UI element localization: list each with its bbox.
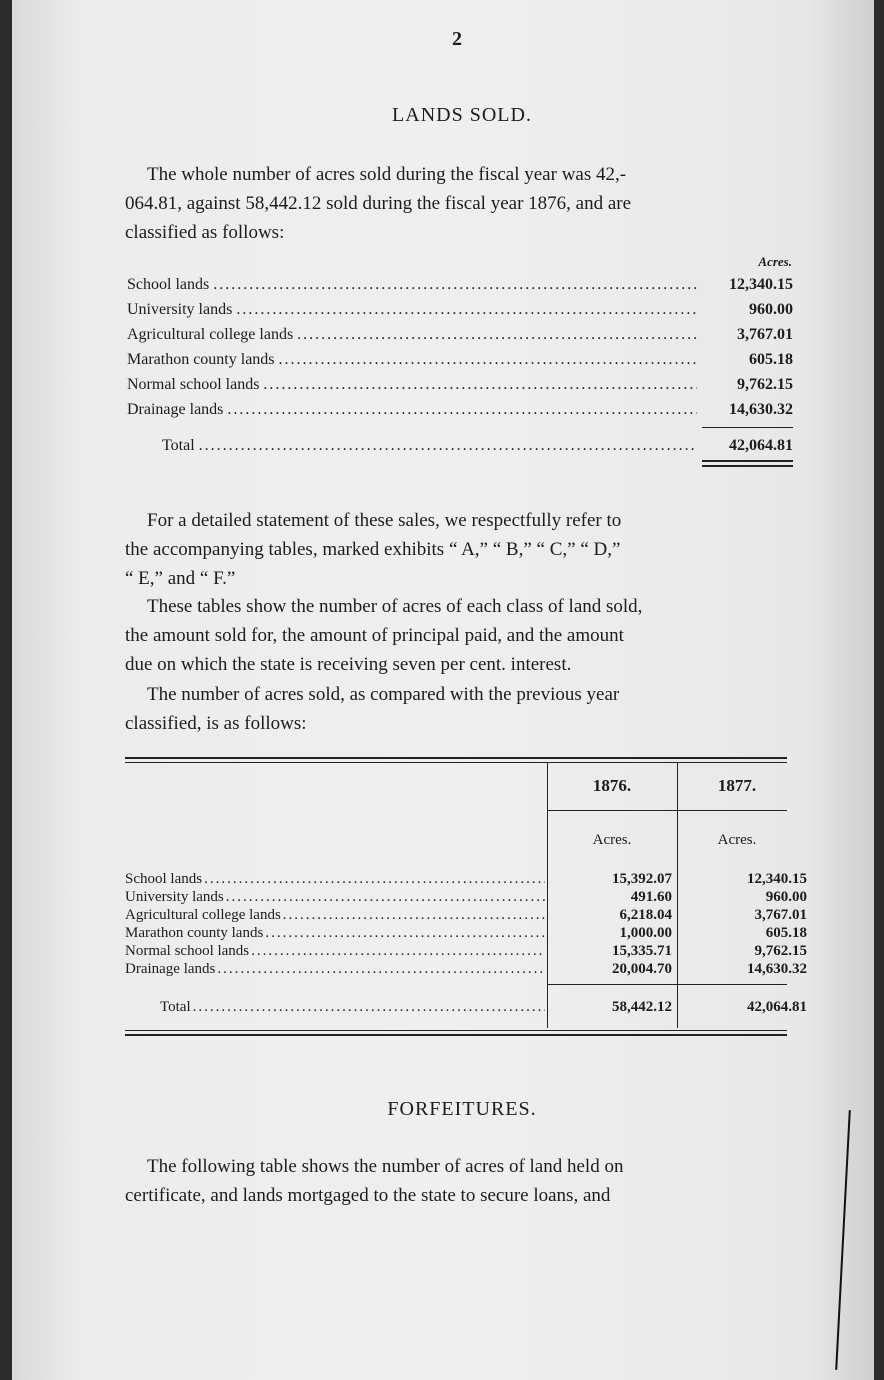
section-title-forfeitures: FORFEITURES.	[387, 1098, 537, 1120]
row-label: University lands	[125, 889, 224, 905]
table-bottom-rule	[125, 1034, 787, 1036]
land-label: School lands	[127, 276, 210, 293]
page-number: 2	[452, 28, 462, 50]
value-1876: 15,392.07	[612, 871, 672, 887]
leader-dots	[193, 998, 545, 1016]
paragraph-line: classified as follows:	[125, 222, 285, 243]
land-row	[127, 276, 793, 300]
document-page	[12, 0, 874, 1380]
total-1877: 42,064.81	[747, 999, 807, 1015]
land-total-row	[162, 437, 793, 461]
land-label: Normal school lands	[127, 376, 260, 393]
paragraph-line: due on which the state is receiving seven per cent. interest.	[125, 654, 572, 675]
value-1876: 491.60	[630, 889, 672, 905]
comparison-paragraph	[125, 680, 793, 738]
leader-dots	[227, 401, 697, 419]
land-row	[127, 376, 793, 400]
total-1876: 58,442.12	[612, 999, 672, 1015]
land-value: 605.18	[749, 351, 793, 368]
paragraph-line: certificate, and lands mortgaged to the state to secure loans, and	[125, 1185, 611, 1206]
row-label: Agricultural college lands	[125, 907, 281, 923]
margin-pencil-mark	[835, 1110, 851, 1370]
total-rule	[548, 984, 787, 985]
value-1876: 6,218.04	[619, 907, 672, 923]
land-row	[127, 401, 793, 425]
column-header-1877: 1877.	[717, 776, 757, 795]
value-1877: 12,340.15	[747, 871, 807, 887]
paragraph-line: the amount sold for, the amount of principal paid, and the amount	[125, 625, 624, 646]
leader-dots	[204, 870, 545, 888]
leader-dots	[217, 960, 545, 978]
leader-dots	[213, 276, 697, 294]
leader-dots	[283, 906, 545, 924]
value-1877: 3,767.01	[754, 907, 807, 923]
leader-dots	[199, 437, 697, 455]
row-label: Drainage lands	[125, 961, 216, 977]
table-top-rule	[125, 757, 787, 759]
land-label: Drainage lands	[127, 401, 224, 418]
land-label: Agricultural college lands	[127, 326, 294, 343]
value-1877: 9,762.15	[754, 943, 807, 959]
row-label: School lands	[125, 871, 203, 887]
land-label: Marathon county lands	[127, 351, 275, 368]
table-top-rule	[125, 762, 787, 763]
land-label: University lands	[127, 301, 233, 318]
land-value: 9,762.15	[737, 376, 793, 393]
leader-dots	[251, 942, 545, 960]
paragraph-line: classified, is as follows:	[125, 713, 307, 734]
value-1877: 605.18	[765, 925, 807, 941]
paragraph-line: The number of acres sold, as compared with the previous year	[147, 684, 620, 705]
paragraph-line: The following table shows the number of acres of land held on	[147, 1156, 624, 1177]
forfeitures-paragraph	[125, 1152, 793, 1210]
land-row	[127, 301, 793, 325]
paragraph-line: These tables show the number of acres of each class of land sold,	[147, 596, 643, 617]
land-value: 3,767.01	[737, 326, 793, 343]
column-divider	[547, 763, 548, 1028]
total-label: Total	[162, 437, 195, 454]
leader-dots	[279, 351, 697, 369]
unit-label-1876: Acres.	[592, 832, 632, 848]
paragraph-line: For a detailed statement of these sales, we respectfully refer to	[147, 510, 622, 531]
double-rule	[702, 460, 793, 462]
total-value: 42,064.81	[729, 437, 793, 454]
double-rule	[702, 465, 793, 467]
land-value: 12,340.15	[729, 276, 793, 293]
land-row	[127, 351, 793, 375]
value-1877: 14,630.32	[747, 961, 807, 977]
unit-label-1877: Acres.	[717, 832, 757, 848]
paragraph-line: 064.81, against 58,442.12 sold during the fiscal year 1876, and are	[125, 193, 632, 214]
intro-paragraph	[125, 160, 793, 247]
row-label: Normal school lands	[125, 943, 250, 959]
row-label: Marathon county lands	[125, 925, 264, 941]
column-header-1876: 1876.	[592, 776, 632, 795]
table-bottom-rule	[125, 1030, 787, 1031]
leader-dots	[297, 326, 697, 344]
header-rule	[548, 810, 787, 811]
acres-column-label: Acres.	[758, 254, 792, 269]
land-value: 960.00	[749, 301, 793, 318]
value-1876: 15,335.71	[612, 943, 672, 959]
paragraph-line: “ E,” and “ F.”	[125, 568, 236, 589]
leader-dots	[265, 924, 545, 942]
leader-dots	[263, 376, 697, 394]
paragraph-line: The whole number of acres sold during the fiscal year was 42,-	[147, 164, 627, 185]
paragraph-line: the accompanying tables, marked exhibits “ A,” “ B,” “ C,” “ D,”	[125, 539, 621, 560]
sum-rule	[702, 427, 793, 428]
column-divider	[677, 763, 678, 1028]
leader-dots	[236, 301, 697, 319]
value-1877: 960.00	[765, 889, 807, 905]
value-1876: 20,004.70	[612, 961, 672, 977]
total-label: Total	[160, 999, 191, 1015]
land-value: 14,630.32	[729, 401, 793, 418]
value-1876: 1,000.00	[619, 925, 672, 941]
tables-paragraph	[125, 592, 793, 679]
detail-paragraph	[125, 506, 793, 593]
section-title-lands-sold: LANDS SOLD.	[392, 104, 532, 126]
land-row	[127, 326, 793, 350]
leader-dots	[226, 888, 545, 906]
